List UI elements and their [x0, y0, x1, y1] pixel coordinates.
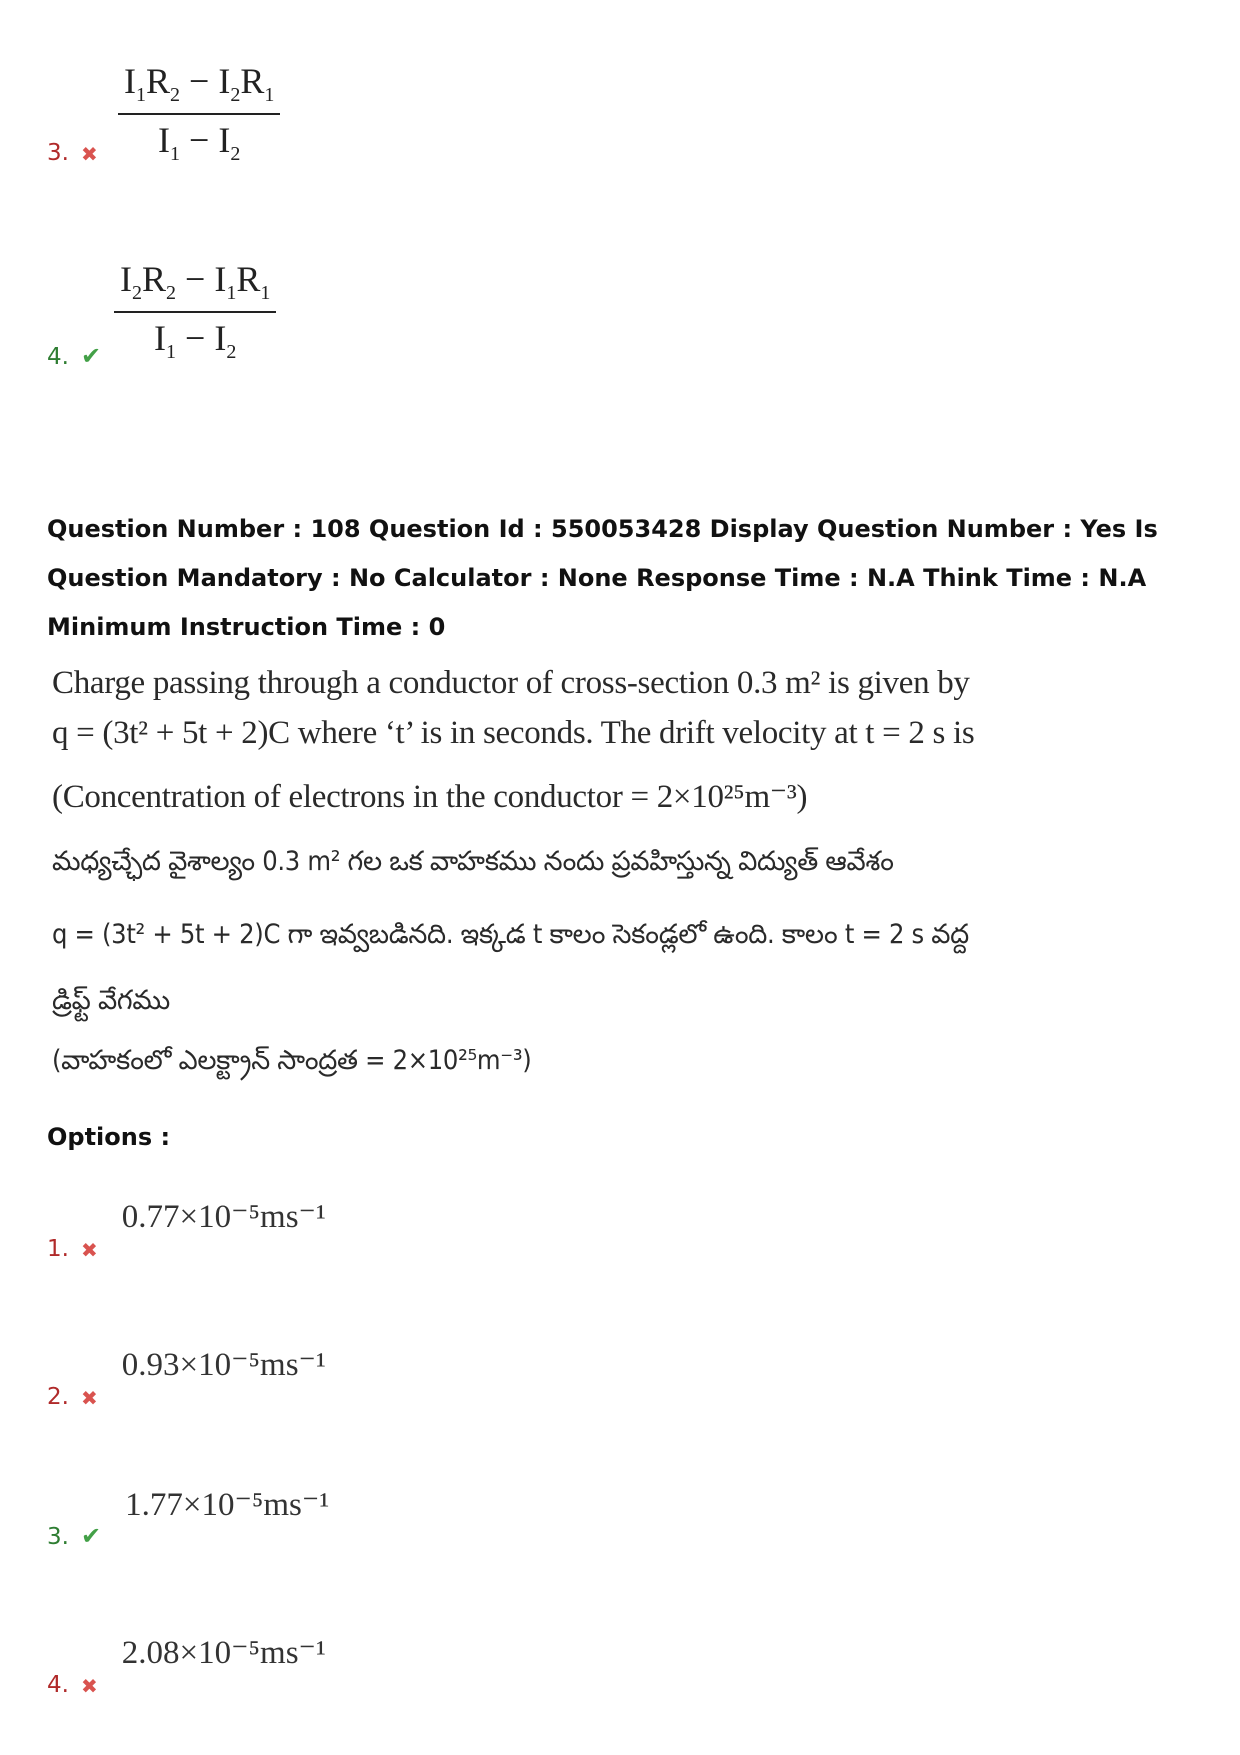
question-text-en-2: q = (3t² + 5t + 2)C where ‘t’ is in seconds. The drift velocity at t = 2 s is — [52, 715, 975, 751]
option-3 — [47, 1487, 330, 1550]
prev-option-4 — [47, 342, 101, 370]
question-text-te-2: q = (3t² + 5t + 2)C గా ఇవ్వబడినది. ఇక్కడ t కాలం సెకండ్లలో ఉంది. కాలం t = 2 s వద్ద — [52, 919, 969, 950]
prev-option-4-formula — [114, 258, 276, 364]
question-text-te-3: డ్రిఫ్ట్ వేగము — [52, 985, 170, 1016]
wrong-icon: ✖ — [81, 1238, 98, 1262]
fraction-denominator: $I_1 - I_2$ — [154, 318, 237, 364]
question-text-en-3: (Concentration of electrons in the conductor = 2×10²⁵m⁻³) — [52, 779, 808, 815]
option-2 — [47, 1347, 326, 1410]
option-number: 3. — [47, 1524, 69, 1550]
check-icon: ✔ — [81, 1522, 102, 1550]
option-number: 1. — [47, 1236, 69, 1262]
fraction-numerator: $I_2R_2 - I_1R_1$ — [114, 258, 276, 313]
prev-option-3-formula — [118, 60, 280, 166]
prev-option-3 — [47, 140, 98, 166]
option-value: 1.77×10⁻⁵ms⁻¹ — [125, 1487, 330, 1523]
question-metadata: Question Number : 108 Question Id : 550053428 Display Question Number : Yes Is Question Mandatory : No Calculator : None Response Time : N.A Think Time : N.A Minimum Instruction Time : 0 — [47, 515, 1158, 641]
options-heading: Options : — [47, 1123, 171, 1151]
option-value: 0.93×10⁻⁵ms⁻¹ — [121, 1347, 326, 1383]
question-text-te-4: (వాహకంలో ఎలక్ట్రాన్ సాంద్రత = 2×10²⁵m⁻³) — [52, 1045, 532, 1076]
question-text-te-1: మధ్యచ్ఛేద వైశాల్యం 0.3 m² గల ఒక వాహకము నందు ప్రవహిస్తున్న విద్యుత్ ఆవేశం — [52, 846, 894, 877]
option-number: 2. — [47, 1384, 69, 1410]
wrong-icon: ✖ — [81, 1674, 98, 1698]
question-text-en-1: Charge passing through a conductor of cross-section 0.3 m² is given by — [52, 665, 970, 701]
fraction-denominator: $I_1 - I_2$ — [158, 120, 241, 166]
wrong-icon: ✖ — [81, 1386, 98, 1410]
fraction-numerator: $I_1R_2 - I_2R_1$ — [118, 60, 280, 115]
option-number: 4. — [47, 344, 69, 370]
option-number: 4. — [47, 1672, 69, 1698]
wrong-icon: ✖ — [81, 142, 98, 166]
option-number: 3. — [47, 140, 69, 166]
option-4 — [47, 1635, 326, 1698]
option-1 — [47, 1199, 326, 1262]
check-icon: ✔ — [81, 342, 102, 370]
option-value: 0.77×10⁻⁵ms⁻¹ — [121, 1199, 326, 1235]
option-value: 2.08×10⁻⁵ms⁻¹ — [121, 1635, 326, 1671]
